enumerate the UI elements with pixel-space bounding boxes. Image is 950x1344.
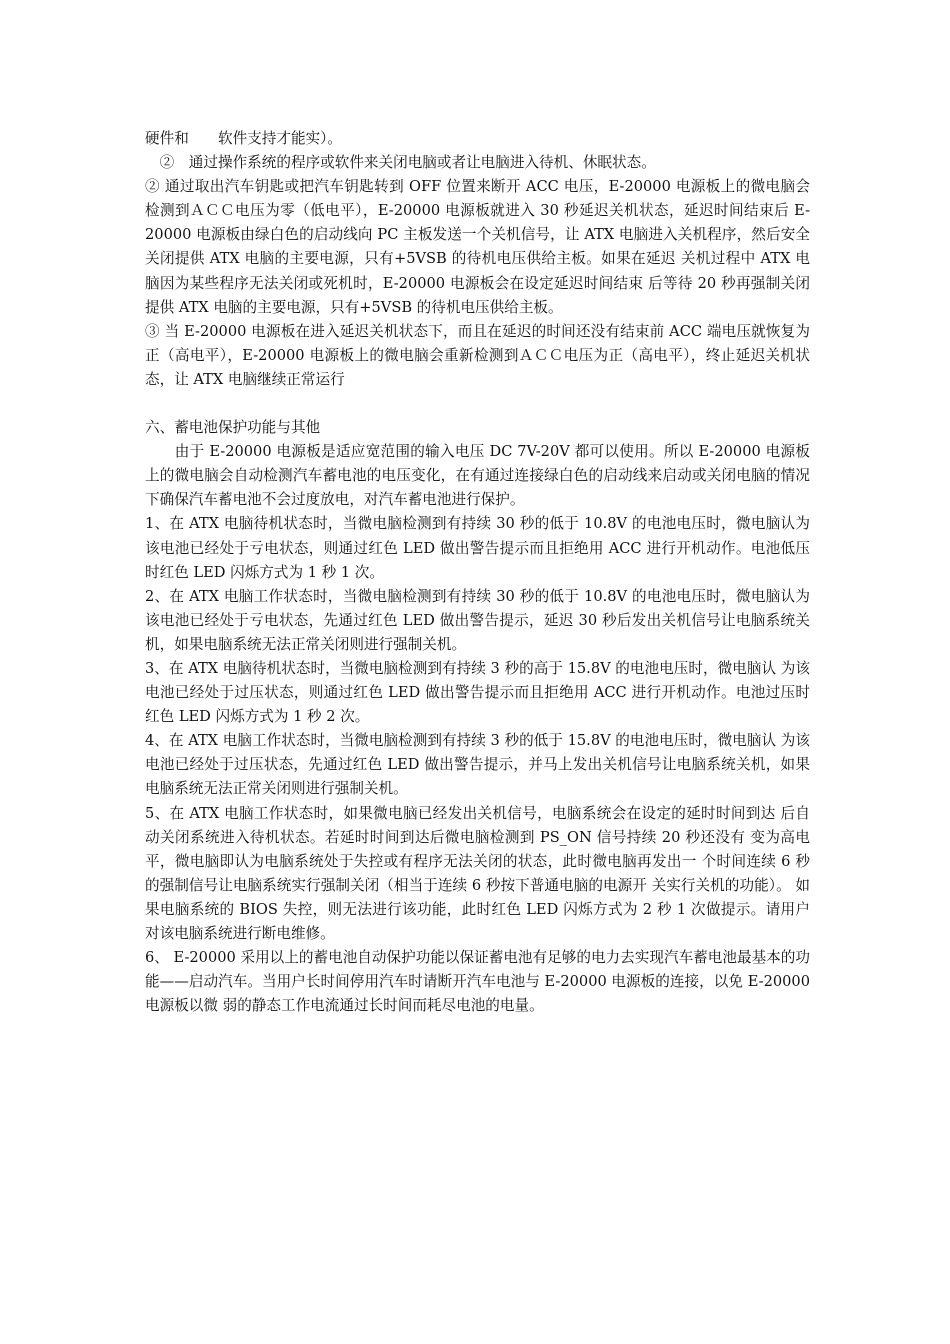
blank-line [145,392,810,416]
document-page [145,127,810,1018]
list-item-3: 3、在 ATX 电脑待机状态时，当微电脑检测到有持续 3 秒的高于 15.8V 的电池电压时，微电脑认 为该电池已经处于过压状态，则通过红色 LED 做出警告提示而且拒绝用 ACC 进行开机动作。电池过压时红色 LED 闪烁方式为 1 秒 2 次。 [145,659,810,726]
list-item-4: 4、在 ATX 电脑工作状态时，当微电脑检测到有持续 3 秒的低于 15.8V 的电池电压时，微电脑认 为该电池已经处于过压状态，先通过红色 LED 做出警告提示，并马上发出关机信号让电脑系统关机，如果电脑系统无法正常关闭则进行强制关机。 [145,732,810,798]
list-item-6: 6、 E-20000 采用以上的蓄电池自动保护功能以保证蓄电池有足够的电力去实现汽车蓄电池最基本的功能——启动汽车。当用户长时间停用汽车时请断开汽车电池与 E-20000 电源板的连接，以免 E-20000 电源板以微 弱的静态工作电流通过长时间而耗尽电池的电量。 [145,949,810,1015]
paragraph-os-shutdown: ② 通过操作系统的程序或软件来关闭电脑或者让电脑进入待机、休眠状态。 [145,154,656,172]
paragraph-acc-restore: ③ 当 E-20000 电源板在进入延迟关机状态下，而且在延迟的时间还没有结束前 ACC 端电压就恢复为正（高电平），E-20000 电源板上的微电脑会重新检测到ＡＣＣ电压为正（高电平），终止延迟关机状态，让 ATX 电脑继续正常运行 [145,322,810,388]
section-heading: 六、蓄电池保护功能与其他 [145,419,321,437]
list-item-5: 5、在 ATX 电脑工作状态时，如果微电脑已经发出关机信号，电脑系统会在设定的延时时间到达 后自动关闭系统进入待机状态。若延时时间到达后微电脑检测到 PS_ON 信号持续 20 秒还没有 变为高电平，微电脑即认为电脑系统处于失控或有程序无法关闭的状态，此时微电脑再发出一 个时间连续 6 秒的强制信号让电脑系统实行强制关闭（相当于连续 6 秒按下普通电脑的电源开 关实行关机的功能）。 如果电脑系统的 BIOS 失控，则无法进行该功能，此时红色 LED 闪烁方式为 2 秒 1 次做提示。请用户对该电脑系统进行断电维修。 [145,804,810,942]
list-item-2: 2、在 ATX 电脑工作状态时，当微电脑检测到有持续 30 秒的低于 10.8V 的电池电压时，微电脑认为该电池已经处于亏电状态，先通过红色 LED 做出警告提示，延迟 30 秒后发出关机信号让电脑系统关机，如果电脑系统无法正常关闭则进行强制关机。 [145,587,810,653]
paragraph-hardware-software-note: 硬件和 软件支持才能实）。 [145,130,343,147]
list-item-1: 1、在 ATX 电脑待机状态时，当微电脑检测到有持续 30 秒的低于 10.8V 的电池电压时，微电脑认为该电池已经处于亏电状态，则通过红色 LED 做出警告提示而且拒绝用 ACC 进行开机动作。电池低压时红色 LED 闪烁方式为 1 秒 1 次。 [145,515,810,581]
paragraph-battery-intro: 由于 E-20000 电源板是适应宽范围的输入电压 DC 7V-20V 都可以使用。所以 E-20000 电源板上的微电脑会自动检测汽车蓄电池的电压变化，在有通过连接绿白色的启动线来启动或关闭电脑的情况下确保汽车蓄电池不会过度放电，对汽车蓄电池进行保护。 [145,443,810,509]
paragraph-acc-off-shutdown: ② 通过取出汽车钥匙或把汽车钥匙转到 OFF 位置来断开 ACC 电压，E-20000 电源板上的微电脑会检测到ＡＣＣ电压为零（低电平），E-20000 电源板就进入 30 秒延迟关机状态，延迟时间结束后 E-20000 电源板由绿白色的启动线向 PC 主板发送一个关机信号，让 ATX 电脑进入关机程序，然后安全关闭提供 ATX 电脑的主要电源，只有+5VSB 的待机电压供给主板。如果在延迟 关机过程中 ATX 电脑因为某些程序无法关闭或死机时，E-20000 电源板会在设定延迟时间结束 后等待 20 秒再强制关闭提供 ATX 电脑的主要电源，只有+5VSB 的待机电压供给主板。 [145,178,810,316]
